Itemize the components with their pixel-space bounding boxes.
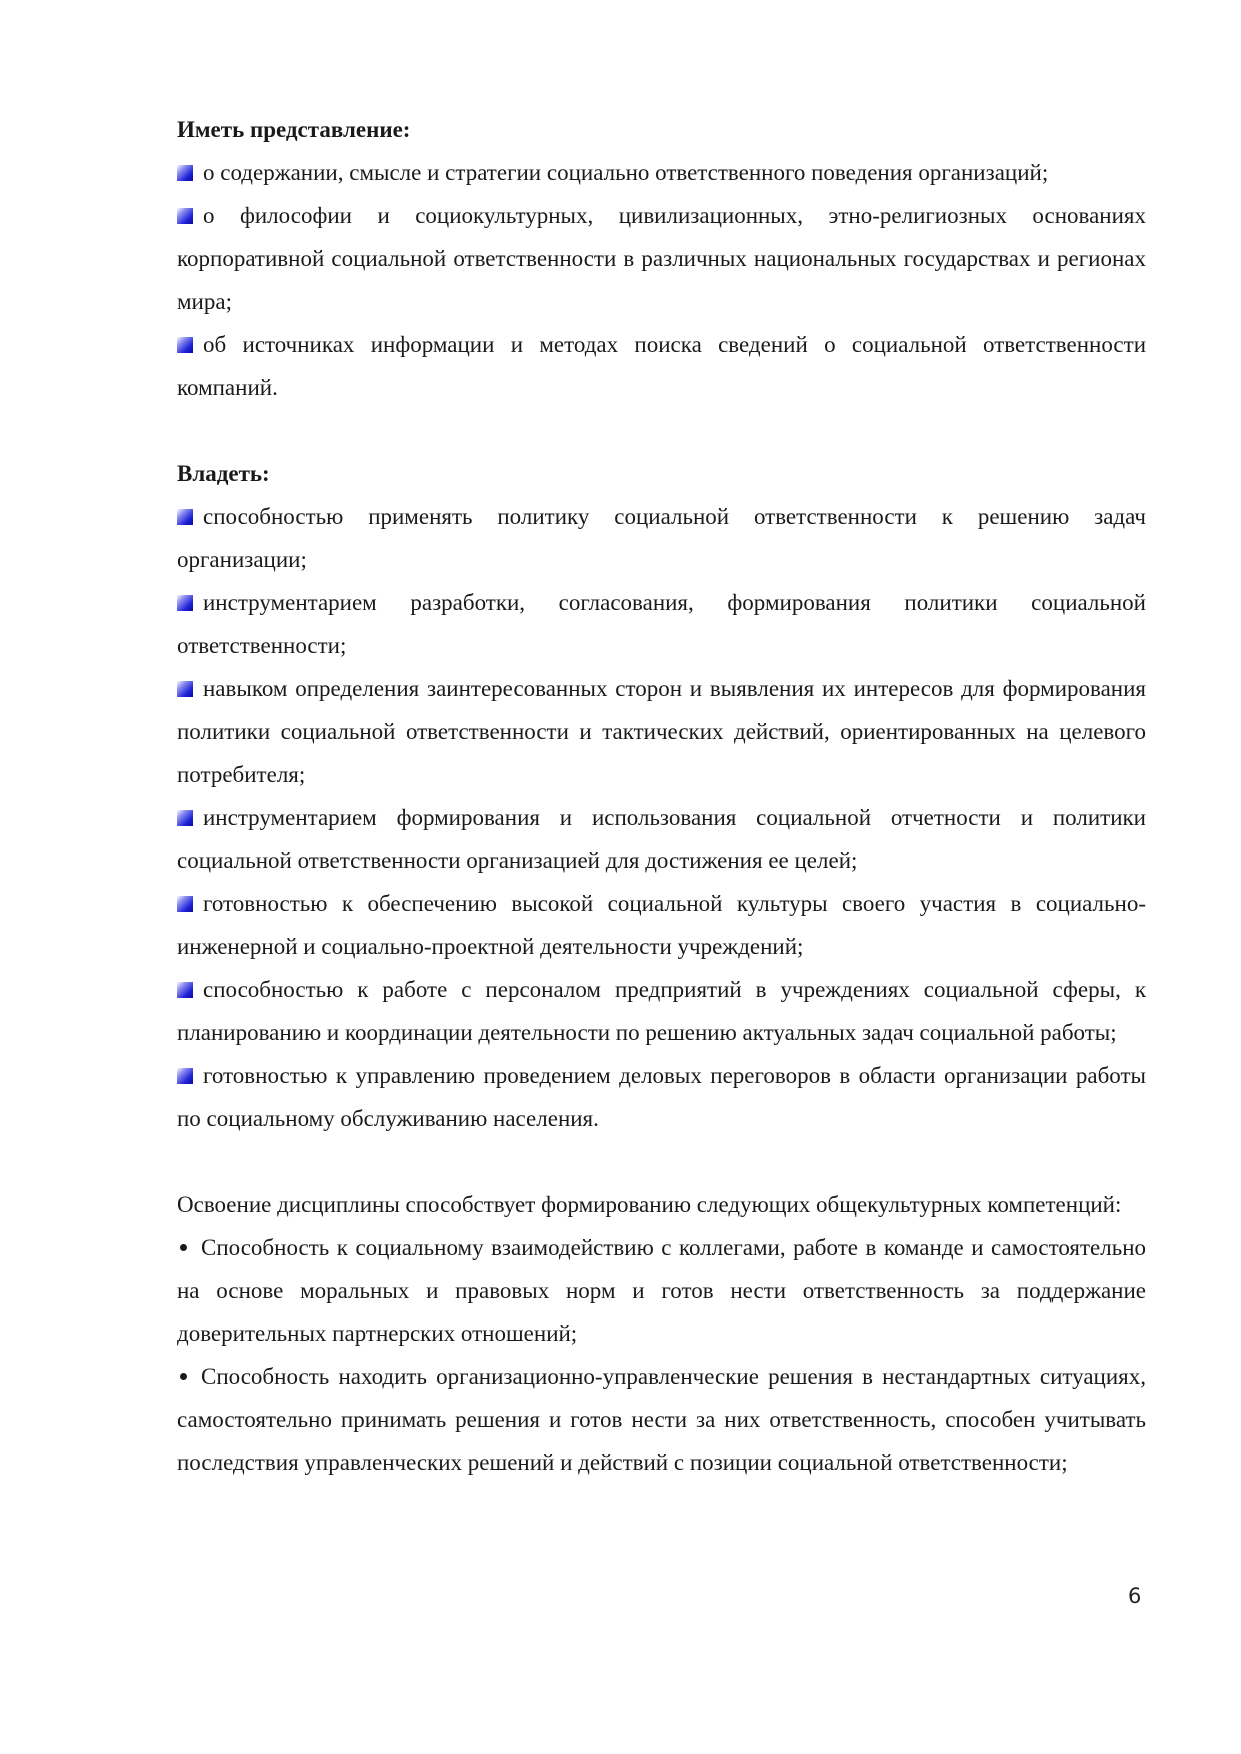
list-item: способностью применять политику социальной ответственности к решению задач организации; bbox=[177, 504, 1146, 572]
square-bullet-icon bbox=[177, 982, 193, 998]
section-heading-have-idea: Иметь представление: bbox=[177, 117, 411, 142]
round-bullet-icon bbox=[180, 1244, 187, 1251]
section-heading-master: Владеть: bbox=[177, 461, 270, 486]
list-item: о содержании, смысле и стратегии социально ответственного поведения организаций; bbox=[177, 151, 1146, 194]
square-bullet-icon bbox=[177, 681, 193, 697]
list-item: инструментарием формирования и использования социальной отчетности и политики социальной ответственности организацией для достижения ее целей; bbox=[177, 805, 1146, 873]
list-item: инструментарием разработки, согласования, формирования политики социальной ответственности; bbox=[177, 590, 1146, 658]
spacer bbox=[177, 409, 1146, 452]
round-bullet-icon bbox=[180, 1373, 187, 1380]
list-item: о философии и социокультурных, цивилизационных, этно-религиозных основаниях корпоративной социальной ответственности в различных национальных государствах и регионах мира; bbox=[177, 203, 1146, 314]
square-bullet-icon bbox=[177, 896, 193, 912]
square-bullet-icon bbox=[177, 208, 193, 224]
square-bullet-icon bbox=[177, 595, 193, 611]
square-bullet-icon bbox=[177, 1068, 193, 1084]
list-item: навыком определения заинтересованных сторон и выявления их интересов для формирования политики социальной ответственности и тактических действий, ориентированных на целевого потребителя; bbox=[177, 676, 1146, 787]
square-bullet-icon bbox=[177, 337, 193, 353]
list-item: способностью к работе с персоналом предприятий в учреждениях социальной сферы, к планированию и координации деятельности по решению актуальных задач социальной работы; bbox=[177, 977, 1146, 1045]
page-number: 6 bbox=[1128, 1584, 1142, 1608]
list-item: об источниках информации и методах поиска сведений о социальной ответственности компаний. bbox=[177, 332, 1146, 400]
list-item: готовностью к обеспечению высокой социальной культуры своего участия в социально-инженерной и социально-проектной деятельности учреждений; bbox=[177, 891, 1146, 959]
document-page bbox=[177, 108, 1146, 1484]
spacer bbox=[177, 1140, 1146, 1183]
competencies-intro: Освоение дисциплины способствует формированию следующих общекультурных компетенций: bbox=[177, 1192, 1122, 1217]
list-item: готовностью к управлению проведением деловых переговоров в области организации работы по социальному обслуживанию населения. bbox=[177, 1063, 1146, 1131]
list-item: Способность к социальному взаимодействию с коллегами, работе в команде и самостоятельно на основе моральных и правовых норм и готов нести ответственность за поддержание доверительных партнерских отношений; bbox=[177, 1235, 1146, 1346]
square-bullet-icon bbox=[177, 509, 193, 525]
square-bullet-icon bbox=[177, 810, 193, 826]
list-item: Способность находить организационно-управленческие решения в нестандартных ситуациях, самостоятельно принимать решения и готов нести за них ответственность, способен учитывать последствия управленческих решений и действий с позиции социальной ответственности; bbox=[177, 1364, 1146, 1475]
square-bullet-icon bbox=[177, 165, 193, 181]
